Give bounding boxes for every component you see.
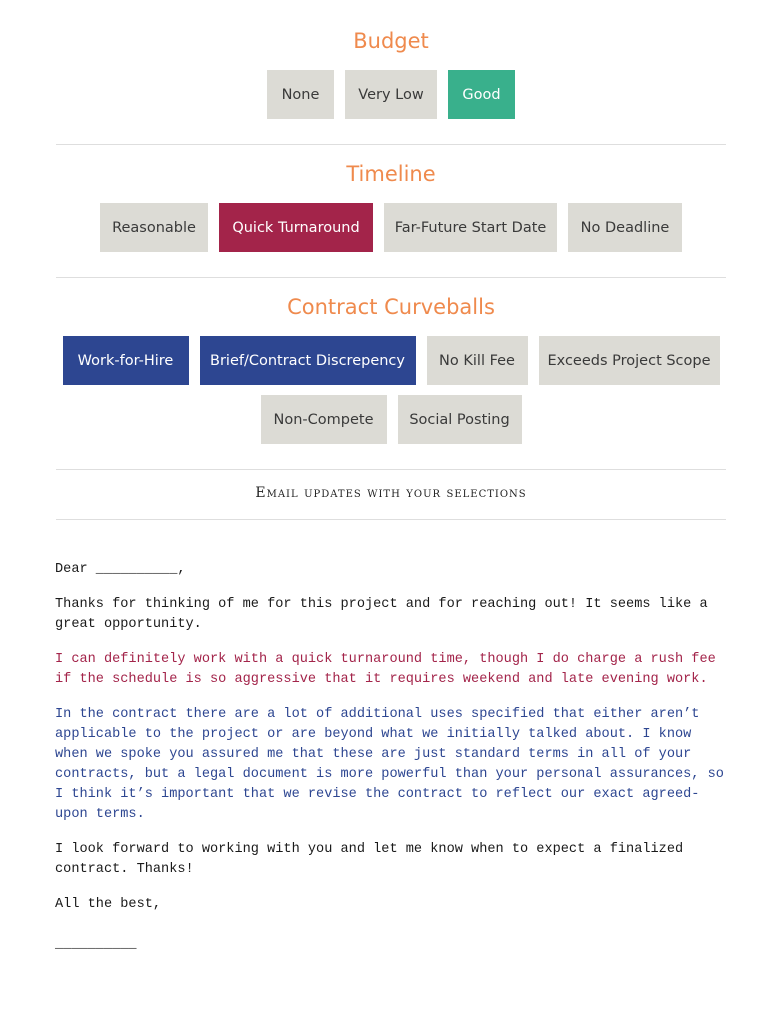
letter-signoff: All the best, <box>55 897 162 912</box>
letter-closing-paragraph: I look forward to working with you and let me know when to expect a finalized contract. Thanks! <box>55 842 684 877</box>
timeline-options <box>56 203 726 252</box>
curveballs-section <box>56 294 726 444</box>
divider <box>56 277 726 278</box>
timeline-section <box>56 161 726 252</box>
budget-options <box>56 70 726 119</box>
timeline-reasonable-button[interactable]: Reasonable <box>100 203 208 252</box>
curveball-brief-contract-discrepency-button[interactable]: Brief/Contract Discrepency <box>200 336 416 385</box>
letter-signature: __________ <box>55 937 137 952</box>
curveballs-options-row1 <box>56 336 726 385</box>
divider <box>56 519 726 520</box>
timeline-far-future-start-button[interactable]: Far-Future Start Date <box>384 203 557 252</box>
curveball-exceeds-project-scope-button[interactable]: Exceeds Project Scope <box>539 336 720 385</box>
divider <box>56 469 726 470</box>
email-updates-link[interactable]: Email updates with your selections <box>255 485 527 501</box>
budget-very-low-button[interactable]: Very Low <box>345 70 437 119</box>
curveballs-heading: Contract Curveballs <box>287 295 495 319</box>
budget-good-button[interactable]: Good <box>448 70 515 119</box>
timeline-heading: Timeline <box>346 162 436 186</box>
letter-intro: Thanks for thinking of me for this project and for reaching out! It seems like a great opportunity. <box>55 597 708 632</box>
divider <box>56 144 726 145</box>
curveball-work-for-hire-button[interactable]: Work-for-Hire <box>63 336 189 385</box>
curveball-social-posting-button[interactable]: Social Posting <box>398 395 522 444</box>
curveball-non-compete-button[interactable]: Non-Compete <box>261 395 387 444</box>
letter-body <box>55 560 725 970</box>
timeline-no-deadline-button[interactable]: No Deadline <box>568 203 682 252</box>
curveballs-options-row2 <box>56 395 726 444</box>
budget-section <box>56 28 726 119</box>
budget-none-button[interactable]: None <box>267 70 334 119</box>
letter-contract-paragraph: In the contract there are a lot of additional uses specified that either aren’t applicable to the project or are beyond what we initially talked about. I know when we spoke you assured me that these are just standard terms in all of your contracts, but a legal document is more powerful than your personal assurances, so I think it’s important that we revise the contract to reflect our exact agreed-upon terms. <box>55 707 724 822</box>
timeline-quick-turnaround-button[interactable]: Quick Turnaround <box>219 203 373 252</box>
letter-greeting: Dear __________, <box>55 562 186 577</box>
curveball-no-kill-fee-button[interactable]: No Kill Fee <box>427 336 528 385</box>
letter-timeline-paragraph: I can definitely work with a quick turnaround time, though I do charge a rush fee if the schedule is so aggressive that it requires weekend and late evening work. <box>55 652 716 687</box>
budget-heading: Budget <box>353 29 429 53</box>
